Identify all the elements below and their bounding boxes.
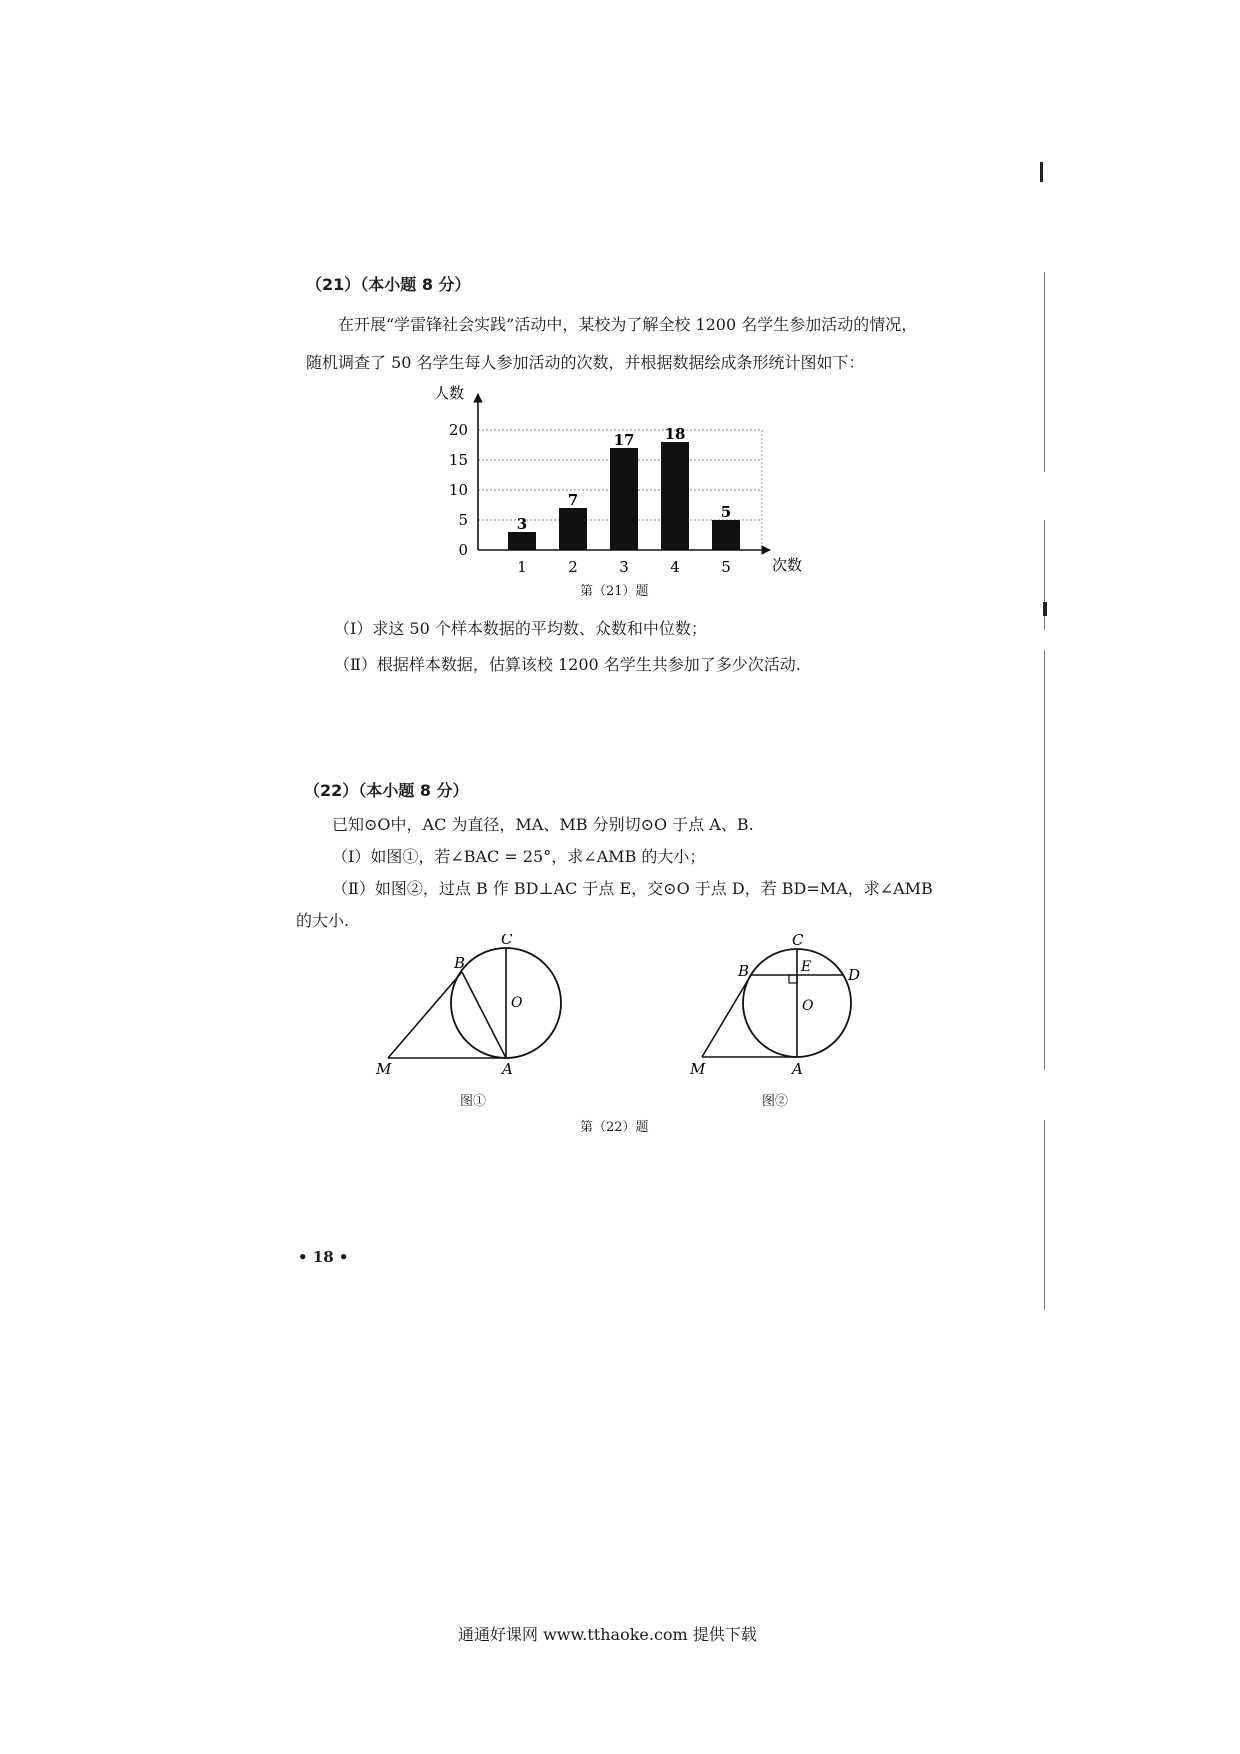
bar-data-label: 18: [664, 425, 686, 443]
scan-edge-mark: [1040, 162, 1043, 182]
q22-part1: （Ⅰ）如图①，若∠BAC = 25°，求∠AMB 的大小；: [332, 847, 706, 866]
scan-edge-line: [1044, 650, 1045, 1070]
fig1-chord-ab: [462, 972, 506, 1058]
q21-part2: （Ⅱ）根据样本数据，估算该校 1200 名学生共参加了多少次活动.: [334, 655, 801, 674]
bar-4: [661, 442, 689, 550]
y-tick-label: 5: [458, 511, 468, 529]
x-tick-label: 1: [517, 558, 527, 576]
bar-1: [508, 532, 536, 550]
fig1-tangent-mb: [388, 972, 462, 1058]
fig2-label-o: O: [802, 998, 814, 1014]
x-axis-label: 次数: [772, 556, 803, 574]
fig1-caption: 图①: [460, 1094, 487, 1109]
bar-chart: [420, 380, 820, 580]
bar-data-label: 17: [613, 431, 635, 449]
q21-caption: 第（21）题: [580, 584, 649, 599]
q21-part1: （Ⅰ）求这 50 个样本数据的平均数、众数和中位数；: [334, 619, 707, 638]
fig2-label-a: A: [792, 1060, 803, 1078]
q22-part2a: （Ⅱ）如图②，过点 B 作 BD⊥AC 于点 E，交⊙O 于点 D，若 BD=MA，求∠AMB: [332, 879, 933, 898]
q22-part2b: 的大小.: [296, 911, 350, 930]
fig2-label-b: B: [738, 962, 750, 980]
fig2-tangent-mb: [702, 975, 751, 1057]
fig2-label-c: C: [792, 934, 804, 949]
fig1-label-c: C: [501, 934, 513, 948]
bar-data-label: 5: [720, 503, 732, 521]
bar-2: [559, 508, 587, 550]
scan-edge-line: [1044, 272, 1045, 472]
q22-text-line1: 已知⊙O中，AC 为直径，MA、MB 分别切⊙O 于点 A、B.: [332, 815, 754, 834]
fig2-label-m: M: [690, 1060, 706, 1078]
q22-heading: （22）（本小题 8 分）: [304, 781, 469, 800]
page-number: • 18 •: [298, 1248, 349, 1266]
fig2-right-angle-mark: [789, 975, 797, 983]
figure-1: [370, 934, 580, 1084]
y-tick-label: 0: [458, 541, 468, 559]
bar-3: [610, 448, 638, 550]
footer-download-note: 通通好课网 www.tthaoke.com 提供下载: [458, 1625, 757, 1644]
q21-text-line2: 随机调查了 50 名学生每人参加活动的次数，并根据数据绘成条形统计图如下：: [306, 353, 865, 372]
y-tick-label: 10: [448, 481, 468, 499]
figure-2: [680, 934, 880, 1084]
x-tick-label: 4: [670, 558, 680, 576]
fig2-label-e: E: [801, 959, 812, 975]
y-tick-label: 15: [448, 451, 468, 469]
x-tick-label: 3: [619, 558, 629, 576]
fig1-label-b: B: [454, 954, 466, 972]
x-tick-label: 2: [568, 558, 578, 576]
bar-data-label: 3: [516, 515, 528, 533]
scan-edge-line: [1044, 1120, 1045, 1310]
bar-data-label: 7: [567, 491, 579, 509]
fig1-label-m: M: [376, 1060, 392, 1078]
fig2-caption: 图②: [762, 1094, 789, 1109]
bar-5: [712, 520, 740, 550]
fig2-label-d: D: [848, 966, 861, 984]
q22-caption: 第（22）题: [580, 1120, 649, 1135]
q21-heading: （21）（本小题 8 分）: [306, 275, 471, 294]
scan-edge-mark: [1043, 602, 1047, 616]
q21-text-line1: 在开展“学雷锋社会实践”活动中，某校为了解全校 1200 名学生参加活动的情况，: [338, 315, 918, 334]
fig1-label-o: O: [511, 995, 523, 1011]
y-axis-label: 人数: [434, 384, 465, 402]
x-tick-label: 5: [721, 558, 731, 576]
fig1-label-a: A: [502, 1060, 513, 1078]
y-tick-label: 20: [448, 421, 468, 439]
